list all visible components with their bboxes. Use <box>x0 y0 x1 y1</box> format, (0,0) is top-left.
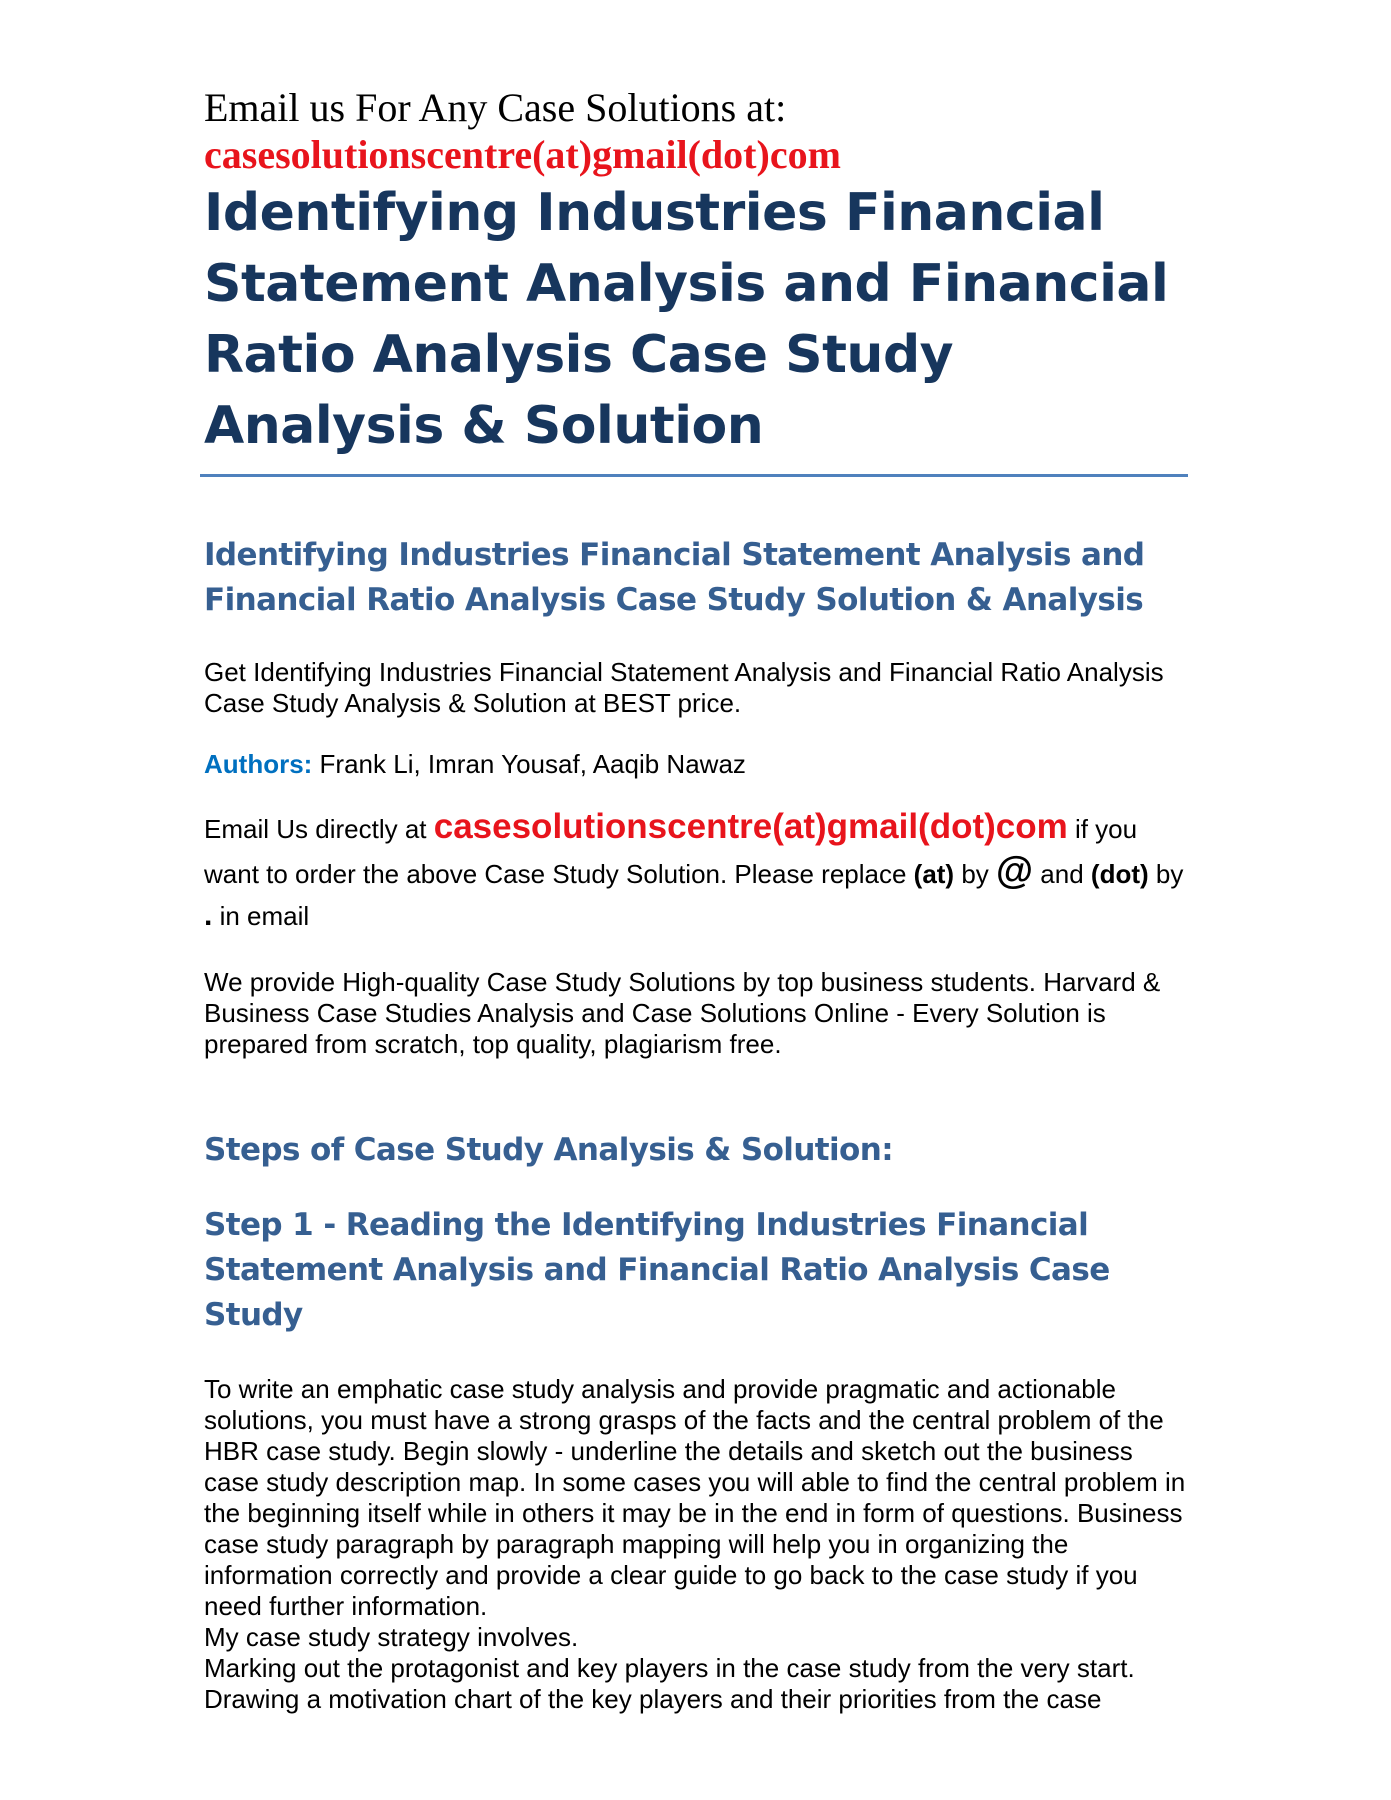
authors-names: Frank Li, Imran Yousaf, Aaqib Nawaz <box>312 749 746 779</box>
and-text: and <box>1033 859 1091 889</box>
email-address: casesolutionscentre(at)gmail(dot)com <box>204 132 841 177</box>
authors-line <box>204 749 1194 780</box>
email-prefix: Email Us directly at <box>204 814 434 844</box>
at-token: (at) <box>913 859 955 889</box>
drawing-line: Drawing a motivation chart of the key players and their priorities from the case <box>204 1684 1102 1714</box>
dot-symbol: . <box>204 899 213 932</box>
marking-line: Marking out the protagonist and key players in the case study from the very start. <box>204 1653 1135 1683</box>
step1-paragraph: To write an emphatic case study analysis and provide pragmatic and actionable solutions, you must have a strong grasps of the facts and the central problem of the HBR case study. Begin slowly - underline the details and sketch out the business case study description map. In some cases you will able to find the central problem in the beginning itself while in others it may be in the end in form of questions. Business case study paragraph by paragraph mapping will help you in organizing the information correctly and provide a clear guide to go back to the case study if you need further information. <box>204 1374 1186 1621</box>
email-inline-address: casesolutionscentre(at)gmail(dot)com <box>433 807 1068 846</box>
title-divider <box>200 474 1188 477</box>
step1-heading: Step 1 - Reading the Identifying Industries Financial Statement Analysis and Financial Ratio Analysis Case Study <box>204 1207 1110 1333</box>
at-symbol: @ <box>996 850 1034 892</box>
section-heading: Identifying Industries Financial Statement Analysis and Financial Ratio Analysis Case Study Solution & Analysis <box>204 537 1145 618</box>
email-middle: if you want to order the above Case Study Solution. Please replace <box>204 814 1138 889</box>
provide-paragraph: We provide High-quality Case Study Solutions by top business students. Harvard & Business Case Studies Analysis and Case Solutions Online - Every Solution is prepared from scratch, top quality, plagiarism free. <box>204 967 1161 1059</box>
strategy-line: My case study strategy involves. <box>204 1622 579 1652</box>
page-content <box>204 84 1194 1715</box>
email-suffix: in email <box>212 901 310 931</box>
intro-paragraph: Get Identifying Industries Financial Statement Analysis and Financial Ratio Analysis Case Study Analysis & Solution at BEST price. <box>204 657 1164 718</box>
steps-heading: Steps of Case Study Analysis & Solution: <box>204 1132 894 1168</box>
document-title: Identifying Industries Financial Statement Analysis and Financial Ratio Analysis Case Study Analysis & Solution <box>204 183 1169 456</box>
by-text-1: by <box>954 859 997 889</box>
authors-label: Authors: <box>204 749 313 779</box>
dot-token: (dot) <box>1090 859 1149 889</box>
email-prompt: Email us For Any Case Solutions at: <box>204 85 787 130</box>
by-text-2: by <box>1148 859 1184 889</box>
email-paragraph <box>204 806 1194 937</box>
